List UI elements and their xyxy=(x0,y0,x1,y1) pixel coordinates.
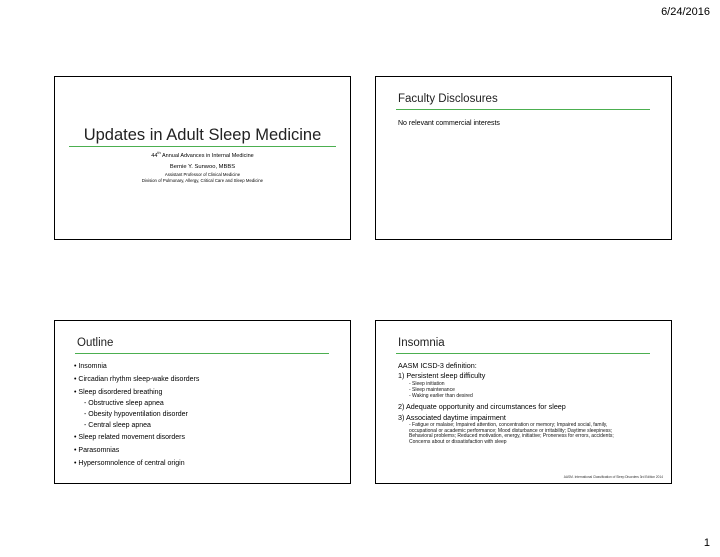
heading-rule xyxy=(75,353,329,354)
criterion-2: 2) Adequate opportunity and circumstances for sleep xyxy=(398,402,566,411)
heading-rule xyxy=(396,353,650,354)
heading-rule xyxy=(396,109,650,110)
list-item: • Sleep disordered breathing xyxy=(74,389,163,396)
speaker-role: Assistant Professor of Clinical Medicine xyxy=(164,172,241,177)
list-subitem: - Obesity hypoventilation disorder xyxy=(84,411,188,418)
criterion-1-sub: - Sleep maintenance xyxy=(409,387,455,393)
criterion-1-sub: - Sleep initiation xyxy=(409,381,445,387)
list-subitem: - Central sleep apnea xyxy=(84,422,151,429)
presentation-title: Updates in Adult Sleep Medicine xyxy=(83,126,322,144)
definition-heading: AASM ICSD-3 definition: xyxy=(398,361,477,370)
list-item: • Sleep related movement disorders xyxy=(74,434,186,441)
criterion-3: 3) Associated daytime impairment xyxy=(398,413,506,422)
slide-title[interactable] xyxy=(54,76,351,240)
list-item: • Hypersomnolence of central origin xyxy=(74,460,185,467)
list-item: • Parasomnias xyxy=(74,447,120,454)
criterion-3-detail: - Fatigue or malaise; Impaired attention, concentration or memory; Impaired social, family, occupational or academic performance; Mood disturbance or irritability; Daytime sleepiness; Behavioral problems; Reduced motivation, energy, initiative; Proneness for errors, accidents; Concerns about or dissatisfaction with sleep xyxy=(409,422,614,445)
disclosure-text: No relevant commercial interests xyxy=(398,120,500,127)
slide-outline[interactable] xyxy=(54,320,351,484)
list-item: • Insomnia xyxy=(74,363,107,370)
slide-heading: Outline xyxy=(77,337,114,349)
slide-insomnia[interactable] xyxy=(375,320,672,484)
page-number: 1 xyxy=(703,537,710,549)
title-rule xyxy=(69,146,336,147)
list-subitem: - Obstructive sleep apnea xyxy=(84,400,164,407)
list-item: • Circadian rhythm sleep-wake disorders xyxy=(74,376,200,383)
slide-heading: Faculty Disclosures xyxy=(398,93,498,105)
slide-heading: Insomnia xyxy=(398,337,445,349)
speaker-name: Bernie Y. Sunwoo, MBBS xyxy=(169,164,236,170)
page-date: 6/24/2016 xyxy=(661,6,710,18)
speaker-division: Division of Pulmonary, Allergy, Critical Care and Sleep Medicine xyxy=(141,178,264,183)
slide-faculty-disclosures[interactable] xyxy=(375,76,672,240)
presentation-subtitle: 44th Annual Advances in Internal Medicine xyxy=(151,150,254,159)
criterion-1: 1) Persistent sleep difficulty xyxy=(398,371,486,380)
citation: AASM. International Classification of Sleep Disorders 3rd Edition 2014 xyxy=(563,475,663,479)
criterion-1-sub: - Waking earlier than desired xyxy=(409,393,473,399)
